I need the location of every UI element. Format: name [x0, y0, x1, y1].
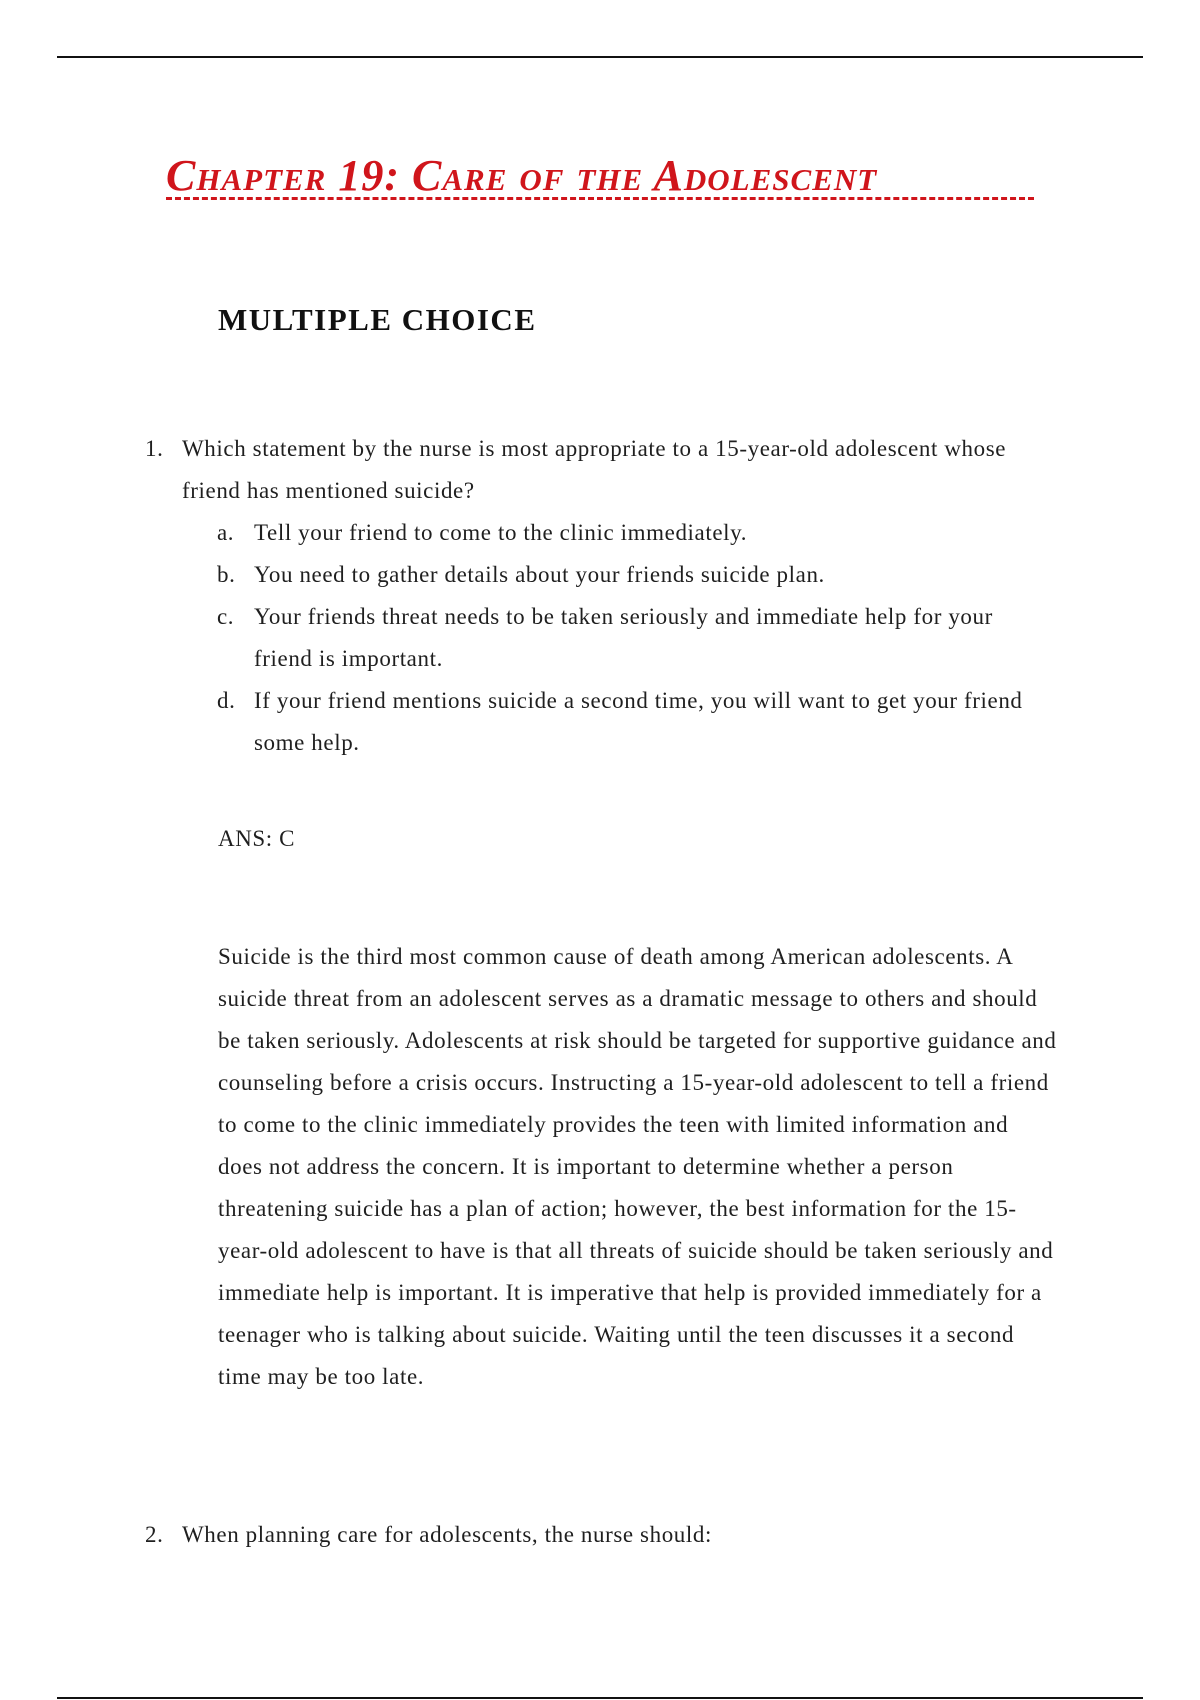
option-letter: c. [217, 604, 235, 629]
option-text: If your friend mentions suicide a second time, you will want to get your friend some help. [254, 688, 1023, 755]
answer-options [145, 512, 1045, 764]
option-letter: b. [217, 562, 236, 587]
top-rule [57, 56, 1143, 58]
question-stem-text: Which statement by the nurse is most appropriate to a 15-year-old adolescent whose friend has mentioned suicide? [182, 436, 1007, 503]
option-b [145, 554, 1044, 596]
question-2 [145, 1514, 1045, 1556]
option-d [145, 680, 1044, 764]
bottom-rule [57, 1697, 1143, 1699]
option-letter: d. [217, 688, 236, 713]
question-stem-text: When planning care for adolescents, the nurse should: [182, 1522, 712, 1547]
option-letter: a. [217, 520, 235, 545]
option-c [145, 596, 1044, 680]
question-number: 1. [145, 436, 164, 461]
option-text: Tell your friend to come to the clinic immediately. [254, 520, 748, 545]
answer-key: ANS: C [218, 826, 296, 851]
question-number: 2. [145, 1522, 164, 1547]
option-text: Your friends threat needs to be taken seriously and immediate help for your friend is important. [254, 604, 993, 671]
question-1 [145, 428, 1045, 764]
rationale-paragraph: Suicide is the third most common cause of death among American adolescents. A suicide threat from an adolescent serves as a dramatic message to others and should be taken seriously. Adolescents at risk should be targeted for supportive guidance and counseling before a crisis occurs. Instructing a 15-year-old adolescent to tell a friend to come to the clinic immediately provides the teen with limited information and does not address the concern. It is important to determine whether a person threatening suicide has a plan of action; however, the best information for the 15-year-old adolescent to have is that all threats of suicide should be taken seriously and immediate help is important. It is imperative that help is provided immediately for a teenager who is talking about suicide. Waiting until the teen discusses it a second time may be too late. [218, 944, 1057, 1389]
question-stem [145, 428, 1045, 512]
section-heading: MULTIPLE CHOICE [218, 302, 537, 337]
option-text: You need to gather details about your friends suicide plan. [254, 562, 825, 587]
chapter-title: Chapter 19: Care of the Adolescent [166, 151, 878, 200]
title-underline [166, 197, 1034, 200]
option-a [145, 512, 1044, 554]
question-stem [145, 1514, 1045, 1556]
